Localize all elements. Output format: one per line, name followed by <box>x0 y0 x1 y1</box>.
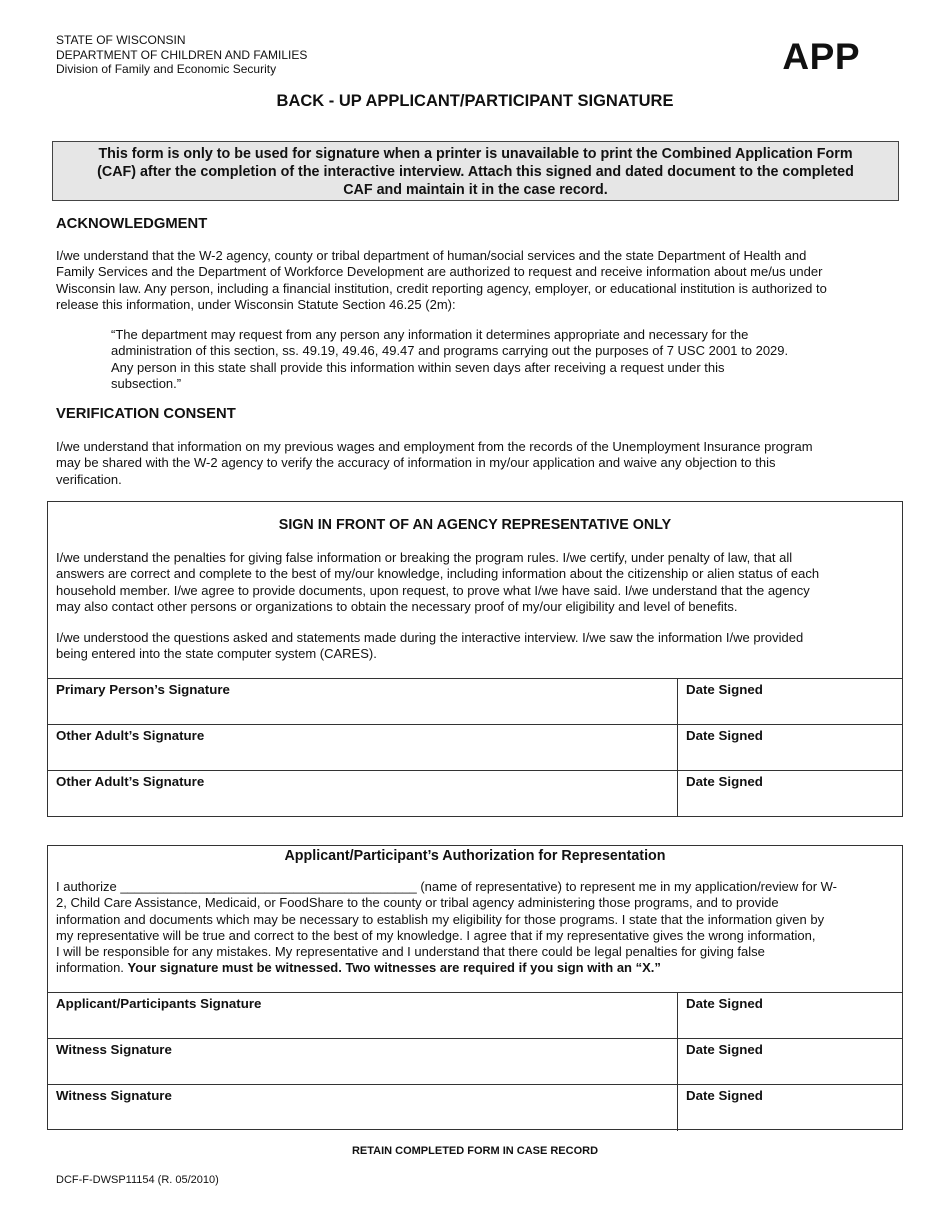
form-number: DCF-F-DWSP11154 (R. 05/2010) <box>56 1174 219 1186</box>
witness-requirement: Your signature must be witnessed. Two witnesses are required if you sign with an “X.” <box>127 960 661 976</box>
quote-line: administration of this section, ss. 49.19, 49.46, 49.47 and programs carrying out the purposes of 7 USC 2001 to 2029. <box>111 343 789 359</box>
date-signed-label: Date Signed <box>686 1088 763 1103</box>
verification-heading: VERIFICATION CONSENT <box>56 406 236 422</box>
column-divider <box>677 679 678 725</box>
column-divider <box>677 1085 678 1131</box>
notice-line: CAF and maintain it in the case record. <box>343 182 608 198</box>
acknowledgment-heading: ACKNOWLEDGMENT <box>56 216 208 232</box>
signature-label: Primary Person’s Signature <box>56 682 230 697</box>
statute-quote <box>111 327 856 392</box>
signature-label: Witness Signature <box>56 1042 172 1057</box>
verification-text <box>56 439 901 488</box>
penalty-text <box>56 550 894 615</box>
text-line: Family Services and the Department of Workforce Development are authorized to request and receive information about me/us under <box>56 264 823 280</box>
signature-row-applicant[interactable] <box>48 992 902 1039</box>
text-line: I/we understand the penalties for giving false information or breaking the program rules. I/we certify, under penalty of law, that all <box>56 550 793 565</box>
agency-sign-title: SIGN IN FRONT OF AN AGENCY REPRESENTATIVE ONLY <box>278 517 672 533</box>
signature-row-primary[interactable] <box>48 678 902 725</box>
column-divider <box>677 771 678 817</box>
text-line: Wisconsin law. Any person, including a financial institution, credit reporting agency, employer, or educational institution is authorized to <box>56 280 827 296</box>
text-line: I/we understand that information on my previous wages and employment from the records of the Unemployment Insurance program <box>56 439 813 454</box>
quote-line: “The department may request from any person any information it determines appropriate and necessary for the <box>111 327 749 342</box>
signature-row-other-adult[interactable] <box>48 724 902 771</box>
notice-line: This form is only to be used for signature when a printer is unavailable to print the Combined Application Form <box>98 146 853 162</box>
text-line: I/we understand that the W-2 agency, county or tribal department of human/social services and the state Department of Health and <box>56 248 807 263</box>
agency-department: DEPARTMENT OF CHILDREN AND FAMILIES <box>56 47 308 62</box>
acknowledgment-text <box>56 248 901 313</box>
text-line: verification. <box>56 471 122 487</box>
signature-label: Applicant/Participants Signature <box>56 996 262 1011</box>
text-line: release this information, under Wisconsin Statute Section 46.25 (2m): <box>56 296 456 312</box>
text-line: I will be responsible for any mistakes. My representative and I understand that there could be legal penalties for giving false <box>56 944 765 960</box>
quote-line: subsection.” <box>111 375 182 391</box>
date-signed-label: Date Signed <box>686 682 763 697</box>
text-line: my representative will be true and correct to the best of my knowledge. I agree that if my representative gives the wrong information, <box>56 927 816 943</box>
column-divider <box>677 993 678 1039</box>
date-signed-label: Date Signed <box>686 996 763 1011</box>
agency-signature-box <box>47 501 903 817</box>
signature-row-other-adult[interactable] <box>48 770 902 817</box>
text-line: answers are correct and complete to the best of my/our knowledge, including information about the citizenship or alien status of each <box>56 566 820 582</box>
notice-line: (CAF) after the completion of the interactive interview. Attach this signed and dated document to the completed <box>97 164 854 180</box>
quote-line: Any person in this state shall provide this information within seven days after receiving a request under this <box>111 359 725 375</box>
authorization-text <box>56 879 894 977</box>
text-plain: information. <box>56 960 128 976</box>
agency-state: STATE OF WISCONSIN <box>56 33 186 47</box>
signature-label: Other Adult’s Signature <box>56 774 205 789</box>
page-title: BACK - UP APPLICANT/PARTICIPANT SIGNATURE <box>276 92 674 110</box>
text-line: household member. I/we agree to provide documents, upon request, to prove what I/we have said. I/we understand that the agency <box>56 582 810 598</box>
text-line: being entered into the state computer system (CARES). <box>56 646 377 662</box>
date-signed-label: Date Signed <box>686 1042 763 1057</box>
agency-header <box>56 33 307 77</box>
authorization-title: Applicant/Participant’s Authorization for Representation <box>284 848 666 864</box>
text-line: I/we understood the questions asked and statements made during the interactive interview. I/we saw the information I/we provided <box>56 630 804 645</box>
interview-text <box>56 630 894 663</box>
date-signed-label: Date Signed <box>686 728 763 743</box>
retain-notice: RETAIN COMPLETED FORM IN CASE RECORD <box>351 1145 599 1157</box>
text-line: may also contact other persons or organizations to obtain the necessary proof of my/our eligibility and level of benefits. <box>56 598 738 614</box>
signature-row-witness[interactable] <box>48 1084 902 1131</box>
form-code: APP <box>782 36 860 77</box>
text-line: may be shared with the W-2 agency to verify the accuracy of information in my/our application and waive any objection to this <box>56 455 776 471</box>
date-signed-label: Date Signed <box>686 774 763 789</box>
column-divider <box>677 1039 678 1085</box>
signature-label: Other Adult’s Signature <box>56 728 205 743</box>
text-line: information and documents which may be necessary to establish my eligibility for those programs. I state that the information given by <box>56 911 825 927</box>
authorization-box <box>47 845 903 1130</box>
signature-label: Witness Signature <box>56 1088 172 1103</box>
agency-division: Division of Family and Economic Security <box>56 62 277 76</box>
column-divider <box>677 725 678 771</box>
signature-row-witness[interactable] <box>48 1038 902 1085</box>
text-line: I authorize _________________________________________ (name of representative) to represent me in my application/review for W- <box>56 879 838 894</box>
notice-box <box>52 141 899 201</box>
text-line: 2, Child Care Assistance, Medicaid, or FoodShare to the county or tribal agency administering those programs, and to provide <box>56 895 779 911</box>
text-line <box>56 960 894 976</box>
